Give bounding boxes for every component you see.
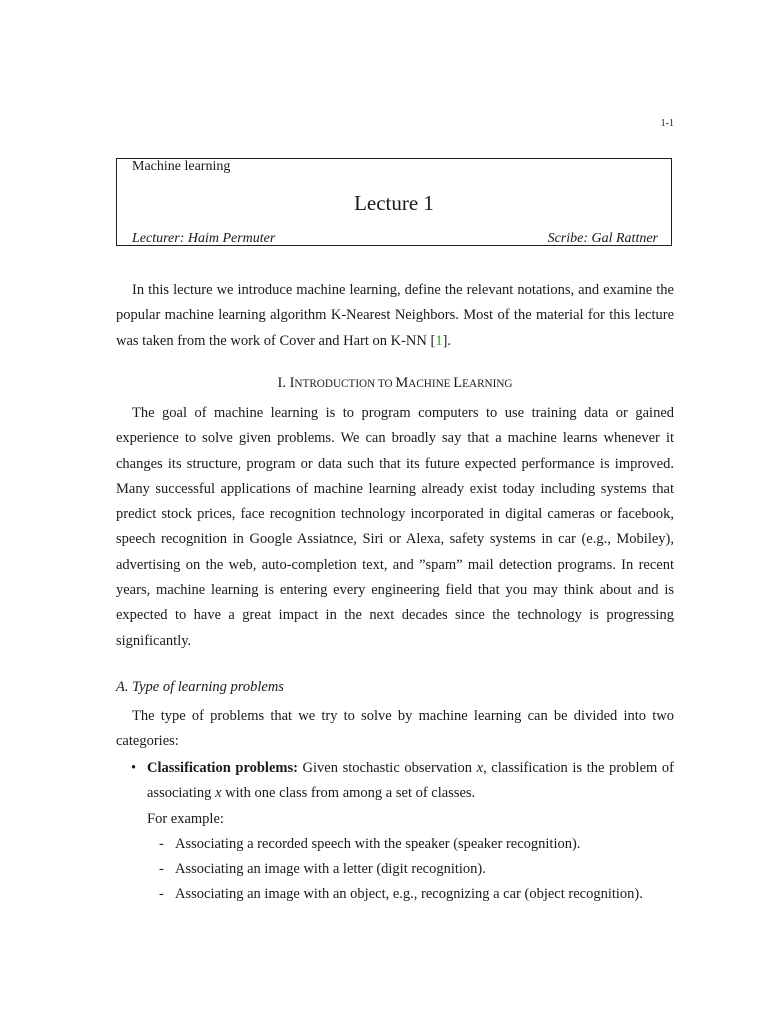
dash-marker: - xyxy=(159,861,164,878)
subsection-paragraph: The type of problems that we try to solve by machine learning can be divided into two categories: xyxy=(116,708,674,750)
example-item xyxy=(159,832,674,857)
bullet-lead: Classification problems: xyxy=(147,760,298,776)
section-paragraph: The goal of machine learning is to program computers to use training data or gained experience to solve given problems. We can broadly say that a machine learns whenever it changes its structure, program or data such that its future expected performance is improved. Many successful applications of machine learning already exist today including systems that predict stock prices, face recognition technology incorporated in digital cameras or facebook, speech recognition in Google Assiatnce, Siri or Alexa, safety systems in car (e.g., Mobiley), advertising on the web, auto-completion text, and ”spam” mail detection programs. In recent years, machine learning is entering every engineering field that you may think about and is expected to have a great impact in the next decades since the technology is progressing significantly. xyxy=(116,405,674,649)
heading-small-caps: EARNING xyxy=(462,378,513,390)
intro-paragraph xyxy=(116,278,674,354)
dash-marker: - xyxy=(159,886,164,903)
variable-x-2: x xyxy=(215,785,222,802)
intro-text-end: ]. xyxy=(442,332,452,349)
example-item xyxy=(159,857,674,882)
example-item xyxy=(159,882,674,907)
heading-small-caps: NTRODUCTION xyxy=(294,378,376,390)
heading-cap-letter: M xyxy=(395,375,409,391)
heading-small-caps: TO xyxy=(375,378,396,390)
dash-marker: - xyxy=(159,835,164,852)
variable-x: x xyxy=(476,760,484,776)
heading-cap-letter: I xyxy=(289,375,295,391)
example-text: Associating an image with a letter (digit recognition). xyxy=(175,861,486,878)
bullet-marker: • xyxy=(131,760,137,776)
intro-text: In this lecture we introduce machine learning, define the relevant notations, and examine the popular machine learning algorithm K-Nearest Neighbors. Most of the material for this lecture was taken from the work of Cover and Hart on K-NN [ xyxy=(116,282,674,349)
course-name: Machine learning xyxy=(132,159,231,174)
example-label: For example: xyxy=(147,810,224,827)
bullet-text-1: Given stochastic observation xyxy=(297,760,477,776)
example-text: Associating an image with an object, e.g., recognizing a car (object recognition). xyxy=(175,886,643,903)
lecturer-name: Lecturer: Haim Permuter xyxy=(132,231,276,246)
example-text: Associating a recorded speech with the speaker (speaker recognition). xyxy=(175,835,581,852)
heading-cap-letter: L xyxy=(453,375,463,391)
subsection-label: A. xyxy=(116,679,129,695)
bullet-item xyxy=(116,756,674,908)
section-heading xyxy=(116,372,674,395)
subsection-heading xyxy=(116,676,284,698)
citation-link[interactable]: 1 xyxy=(435,332,443,349)
section-title xyxy=(290,375,513,391)
scribe-name: Scribe: Gal Rattner xyxy=(547,231,658,246)
section-numeral: I. xyxy=(277,375,286,391)
bullet-text xyxy=(147,756,674,807)
bullet-text-2: , classification is the problem of associating xyxy=(147,760,674,802)
bullet-text-3: with one class from among a set of classes. xyxy=(221,785,476,802)
heading-small-caps: ACHINE xyxy=(408,378,451,390)
lecture-header-box xyxy=(116,158,672,246)
page-number: 1-1 xyxy=(660,118,674,129)
subsection-title: Type of learning problems xyxy=(132,679,284,695)
example-list xyxy=(159,832,674,908)
lecture-title: Lecture 1 xyxy=(354,191,434,215)
